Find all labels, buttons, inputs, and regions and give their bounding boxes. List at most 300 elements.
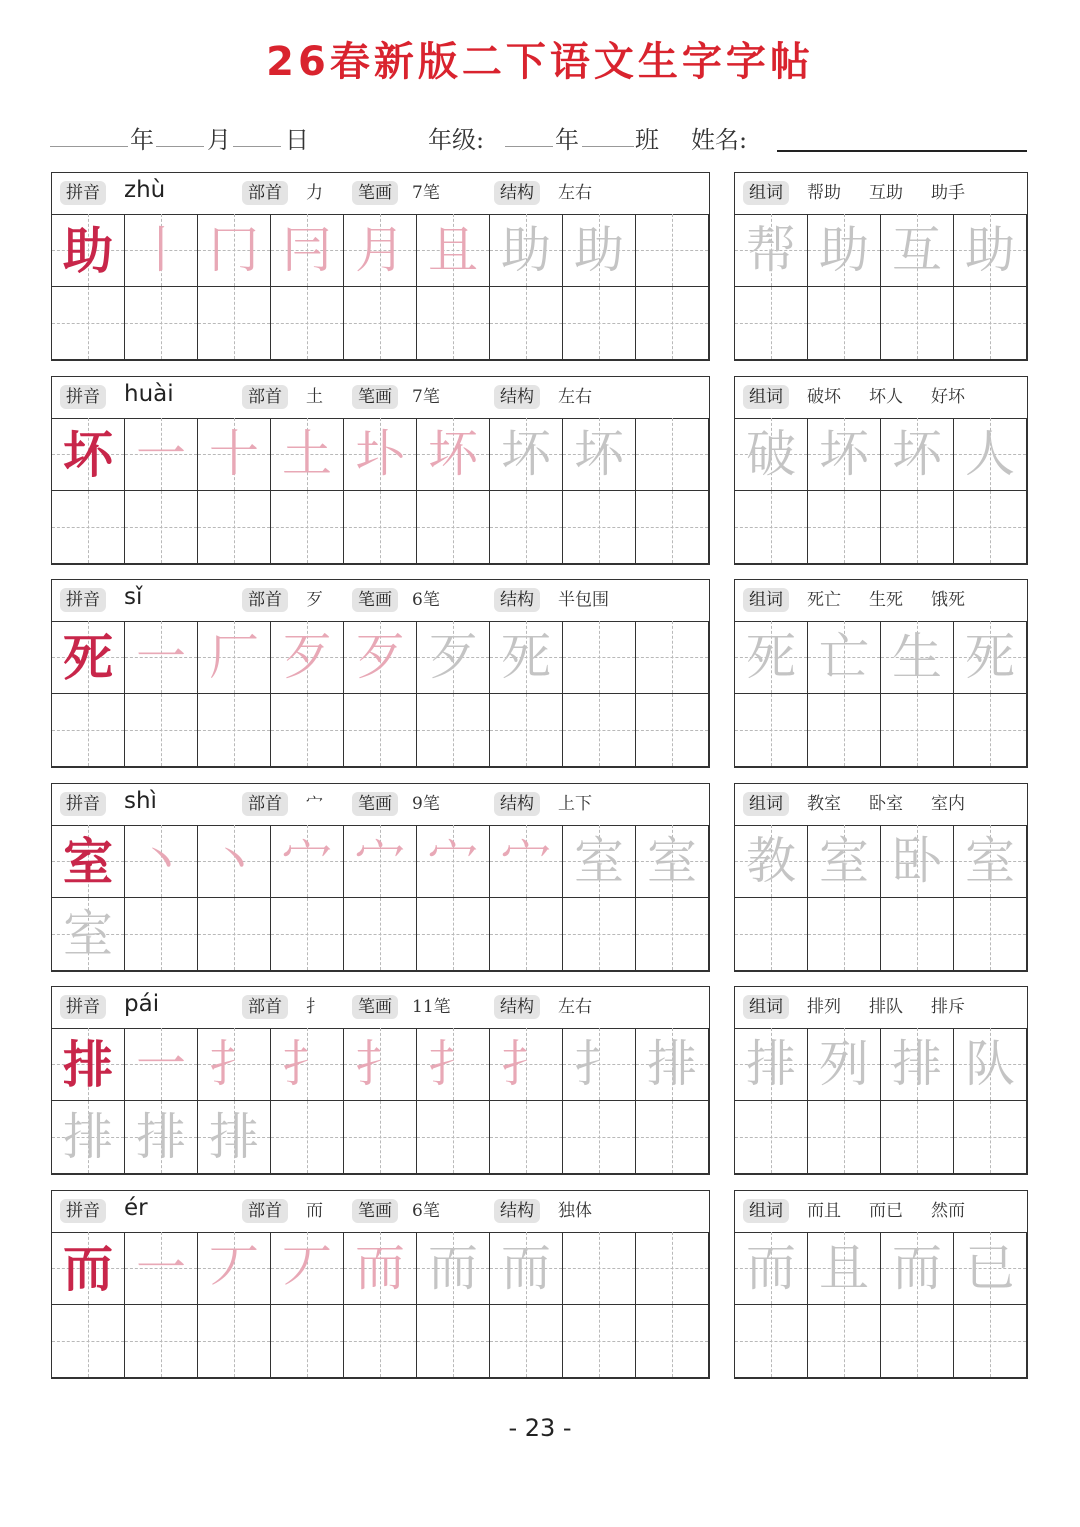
word-item: 然而: [931, 1201, 965, 1221]
day-blank[interactable]: [233, 146, 281, 147]
writing-cell[interactable]: [636, 418, 709, 491]
trace-character: 列: [819, 1035, 869, 1093]
character-block: [51, 986, 710, 1175]
writing-cell[interactable]: [490, 898, 563, 971]
word-cell[interactable]: [808, 621, 881, 694]
writing-cell[interactable]: [344, 287, 417, 360]
word-item: 而已: [869, 1201, 903, 1221]
trace-character: 教: [746, 832, 796, 890]
writing-cell[interactable]: [198, 491, 271, 564]
radical-tag: 部首: [242, 995, 288, 1019]
writing-cell[interactable]: [344, 491, 417, 564]
grade-label: 年级:: [428, 126, 485, 154]
writing-cell[interactable]: [417, 898, 490, 971]
writing-cell[interactable]: [490, 621, 563, 694]
grid-guide-horizontal: [344, 527, 416, 528]
writing-cell[interactable]: [490, 1028, 563, 1101]
grid-guide-horizontal: [636, 1341, 708, 1342]
word-cell[interactable]: [954, 418, 1027, 491]
structure-tag: 结构: [494, 995, 540, 1019]
pinyin-value: shì: [124, 788, 157, 814]
writing-cell[interactable]: [52, 214, 125, 287]
writing-cell[interactable]: [417, 214, 490, 287]
structure-tag: 结构: [494, 181, 540, 205]
word-cell[interactable]: [954, 287, 1027, 360]
writing-cell[interactable]: [125, 418, 198, 491]
writing-cell[interactable]: [271, 1305, 344, 1378]
writing-cell[interactable]: [636, 214, 709, 287]
date-name-line: [50, 118, 1030, 154]
writing-cell[interactable]: [417, 287, 490, 360]
month-blank[interactable]: [156, 146, 204, 147]
trace-character: 室: [965, 832, 1015, 890]
writing-cell[interactable]: [52, 898, 125, 971]
trace-character: 而: [428, 1239, 478, 1297]
writing-cell[interactable]: [271, 1101, 344, 1174]
trace-character: 已: [965, 1239, 1015, 1297]
writing-cell[interactable]: [636, 1232, 709, 1305]
word-cell[interactable]: [954, 491, 1027, 564]
name-label: 姓名:: [691, 126, 748, 154]
writing-cell[interactable]: [636, 1305, 709, 1378]
writing-cell[interactable]: [344, 418, 417, 491]
radical-value: 宀: [306, 794, 323, 814]
word-cell[interactable]: [735, 1101, 808, 1174]
word-cell[interactable]: [954, 214, 1027, 287]
writing-cell[interactable]: [271, 214, 344, 287]
word-cell[interactable]: [881, 418, 954, 491]
year-blank[interactable]: [50, 146, 128, 147]
word-cell[interactable]: [735, 214, 808, 287]
grid-guide-horizontal: [271, 934, 343, 935]
writing-cell[interactable]: [198, 214, 271, 287]
grid-guide-horizontal: [954, 527, 1026, 528]
writing-cell[interactable]: [125, 491, 198, 564]
word-cell[interactable]: [881, 694, 954, 767]
word-cell[interactable]: [954, 1232, 1027, 1305]
writing-cell[interactable]: [125, 825, 198, 898]
class-blank[interactable]: [582, 146, 634, 147]
trace-character: 排: [892, 1035, 942, 1093]
writing-cell[interactable]: [344, 1305, 417, 1378]
writing-cell[interactable]: [636, 621, 709, 694]
trace-character: 互: [892, 221, 942, 279]
writing-cell[interactable]: [563, 621, 636, 694]
writing-cell[interactable]: [563, 418, 636, 491]
word-cell[interactable]: [954, 621, 1027, 694]
character-block: [51, 1190, 710, 1379]
word-cell[interactable]: [808, 287, 881, 360]
word-item: 卧室: [869, 794, 903, 814]
word-cell[interactable]: [808, 214, 881, 287]
word-cell[interactable]: [881, 621, 954, 694]
grid-guide-horizontal: [808, 730, 880, 731]
writing-cell[interactable]: [271, 418, 344, 491]
word-cell[interactable]: [881, 898, 954, 971]
grid-guide-horizontal: [563, 657, 635, 658]
words-tag: 组词: [743, 181, 789, 205]
writing-cell[interactable]: [125, 287, 198, 360]
word-cell[interactable]: [735, 1232, 808, 1305]
grid-guide-horizontal: [735, 1341, 807, 1342]
writing-cell[interactable]: [271, 694, 344, 767]
writing-cell[interactable]: [198, 1101, 271, 1174]
stroke-order-character: 而: [355, 1239, 405, 1297]
writing-cell[interactable]: [198, 287, 271, 360]
word-cell[interactable]: [808, 1232, 881, 1305]
word-cell[interactable]: [881, 1232, 954, 1305]
day-label: 日: [285, 126, 309, 154]
writing-cell[interactable]: [271, 1232, 344, 1305]
radical-tag: 部首: [242, 792, 288, 816]
page-title: 26春新版二下语文生字字帖: [266, 39, 814, 85]
writing-cell[interactable]: [417, 1101, 490, 1174]
word-cell[interactable]: [808, 1028, 881, 1101]
grid-guide-horizontal: [490, 527, 562, 528]
word-cell[interactable]: [954, 1028, 1027, 1101]
trace-character: 坏: [501, 425, 551, 483]
writing-cell[interactable]: [344, 1232, 417, 1305]
word-cell[interactable]: [735, 287, 808, 360]
trace-character: 坏: [819, 425, 869, 483]
trace-character: 坏: [574, 425, 624, 483]
stroke-order-character: 扌: [428, 1035, 478, 1093]
pinyin-value: sǐ: [124, 584, 143, 610]
word-cell[interactable]: [808, 1101, 881, 1174]
writing-cell[interactable]: [271, 898, 344, 971]
writing-cell[interactable]: [52, 694, 125, 767]
words-tag: 组词: [743, 995, 789, 1019]
grid-guide-horizontal: [881, 730, 953, 731]
word-cell[interactable]: [808, 898, 881, 971]
writing-cell[interactable]: [198, 694, 271, 767]
word-cell[interactable]: [808, 418, 881, 491]
writing-cell[interactable]: [563, 491, 636, 564]
writing-cell[interactable]: [563, 1028, 636, 1101]
writing-cell[interactable]: [636, 694, 709, 767]
grid-guide-horizontal: [636, 250, 708, 251]
writing-cell[interactable]: [344, 898, 417, 971]
word-item: 好坏: [931, 387, 965, 407]
writing-cell[interactable]: [417, 1028, 490, 1101]
grid-guide-horizontal: [954, 1137, 1026, 1138]
writing-cell[interactable]: [52, 1305, 125, 1378]
writing-cell[interactable]: [417, 1305, 490, 1378]
writing-cell[interactable]: [52, 418, 125, 491]
word-cell[interactable]: [735, 491, 808, 564]
trace-character: 而: [892, 1239, 942, 1297]
strokes-tag: 笔画: [352, 385, 398, 409]
stroke-order-character: 宀: [428, 832, 478, 890]
word-cell[interactable]: [954, 825, 1027, 898]
writing-cell[interactable]: [344, 1028, 417, 1101]
writing-cell[interactable]: [490, 1305, 563, 1378]
word-cell[interactable]: [881, 1101, 954, 1174]
word-cell[interactable]: [954, 1101, 1027, 1174]
writing-cell[interactable]: [563, 1305, 636, 1378]
writing-cell[interactable]: [198, 1305, 271, 1378]
writing-cell[interactable]: [417, 621, 490, 694]
grid-guide-horizontal: [344, 323, 416, 324]
grid-guide-horizontal: [563, 1137, 635, 1138]
radical-tag: 部首: [242, 1199, 288, 1223]
radical-value: 土: [306, 387, 323, 407]
word-cell[interactable]: [735, 1028, 808, 1101]
writing-cell[interactable]: [198, 621, 271, 694]
stroke-order-character: 坏: [428, 425, 478, 483]
writing-cell[interactable]: [490, 1101, 563, 1174]
grid-guide-horizontal: [490, 323, 562, 324]
grid-guide-horizontal: [125, 323, 197, 324]
writing-cell[interactable]: [125, 1028, 198, 1101]
stroke-order-character: 丆: [282, 1239, 332, 1297]
writing-cell[interactable]: [52, 825, 125, 898]
word-cell[interactable]: [735, 694, 808, 767]
writing-cell[interactable]: [125, 1101, 198, 1174]
word-header: [735, 580, 1027, 622]
trace-character: 助: [574, 221, 624, 279]
grid-guide-horizontal: [490, 730, 562, 731]
writing-cell[interactable]: [490, 491, 563, 564]
writing-cell[interactable]: [563, 1232, 636, 1305]
stroke-order-character: 宀: [282, 832, 332, 890]
writing-cell[interactable]: [198, 898, 271, 971]
word-item: 破坏: [807, 387, 841, 407]
radical-tag: 部首: [242, 181, 288, 205]
radical-value: 力: [306, 183, 323, 203]
writing-cell[interactable]: [636, 1101, 709, 1174]
writing-cell[interactable]: [52, 1028, 125, 1101]
trace-character: 帮: [746, 221, 796, 279]
word-cell[interactable]: [735, 825, 808, 898]
trace-character: 而: [746, 1239, 796, 1297]
grade-blank[interactable]: [505, 146, 553, 147]
character-block: [51, 172, 710, 361]
word-cell[interactable]: [808, 1305, 881, 1378]
writing-cell[interactable]: [490, 214, 563, 287]
trace-character: 亡: [819, 628, 869, 686]
grid-guide-horizontal: [954, 323, 1026, 324]
grid-guide-horizontal: [881, 934, 953, 935]
pinyin-tag: 拼音: [60, 1199, 106, 1223]
word-cell[interactable]: [808, 491, 881, 564]
grid-guide-horizontal: [735, 527, 807, 528]
name-field[interactable]: [777, 150, 1027, 152]
model-character: 助: [63, 221, 113, 280]
writing-cell[interactable]: [344, 214, 417, 287]
word-item: 而且: [807, 1201, 841, 1221]
grid-guide-horizontal: [490, 934, 562, 935]
writing-cell[interactable]: [490, 418, 563, 491]
model-character: 排: [63, 1035, 113, 1094]
writing-cell[interactable]: [636, 491, 709, 564]
pinyin-tag: 拼音: [60, 181, 106, 205]
grade-year-label: 年: [555, 126, 579, 154]
writing-cell[interactable]: [417, 491, 490, 564]
writing-cell[interactable]: [125, 1232, 198, 1305]
writing-cell[interactable]: [417, 825, 490, 898]
grid-guide-horizontal: [198, 527, 270, 528]
writing-cell[interactable]: [563, 825, 636, 898]
word-block: [734, 376, 1028, 565]
grid-guide-horizontal: [636, 527, 708, 528]
writing-cell[interactable]: [125, 694, 198, 767]
stroke-order-character: 圤: [355, 425, 405, 483]
grid-guide-horizontal: [735, 1137, 807, 1138]
writing-cell[interactable]: [490, 1232, 563, 1305]
word-item: 排列: [807, 997, 841, 1017]
month-label: 月: [207, 126, 231, 154]
grid-guide-horizontal: [125, 527, 197, 528]
word-cell[interactable]: [881, 287, 954, 360]
writing-cell[interactable]: [198, 418, 271, 491]
character-block: [51, 579, 710, 768]
writing-cell[interactable]: [417, 1232, 490, 1305]
writing-cell[interactable]: [344, 694, 417, 767]
strokes-value: 6笔: [412, 590, 440, 610]
strokes-tag: 笔画: [352, 181, 398, 205]
writing-cell[interactable]: [52, 287, 125, 360]
writing-cell[interactable]: [417, 418, 490, 491]
stroke-order-character: 冂: [209, 221, 259, 279]
trace-character: 死: [965, 628, 1015, 686]
trace-character: 人: [965, 425, 1015, 483]
writing-cell[interactable]: [198, 825, 271, 898]
stroke-order-character: 扌: [355, 1035, 405, 1093]
writing-cell[interactable]: [490, 825, 563, 898]
structure-tag: 结构: [494, 792, 540, 816]
grid-guide-horizontal: [735, 730, 807, 731]
trace-character: 室: [819, 832, 869, 890]
trace-character: 且: [819, 1239, 869, 1297]
trace-character: 室: [63, 905, 113, 963]
grid-guide-horizontal: [563, 527, 635, 528]
writing-cell[interactable]: [636, 1028, 709, 1101]
structure-value: 左右: [558, 387, 592, 407]
stroke-order-character: 扌: [209, 1035, 259, 1093]
grid-guide-horizontal: [636, 1137, 708, 1138]
writing-cell[interactable]: [490, 694, 563, 767]
word-item: 教室: [807, 794, 841, 814]
word-header: [735, 173, 1027, 215]
word-cell[interactable]: [735, 1305, 808, 1378]
word-cell[interactable]: [735, 898, 808, 971]
pinyin-tag: 拼音: [60, 588, 106, 612]
writing-cell[interactable]: [125, 214, 198, 287]
word-cell[interactable]: [954, 694, 1027, 767]
grid-guide-horizontal: [52, 1341, 124, 1342]
pinyin-tag: 拼音: [60, 995, 106, 1019]
word-cell[interactable]: [735, 418, 808, 491]
writing-cell[interactable]: [563, 214, 636, 287]
grid-guide-horizontal: [808, 527, 880, 528]
stroke-order-character: 宀: [501, 832, 551, 890]
grid-guide-horizontal: [636, 1268, 708, 1269]
word-block: [734, 783, 1028, 972]
character-block: [51, 783, 710, 972]
writing-cell[interactable]: [125, 898, 198, 971]
word-cell[interactable]: [954, 1305, 1027, 1378]
writing-cell[interactable]: [52, 1101, 125, 1174]
character-info-header: [52, 987, 709, 1029]
trace-character: 排: [136, 1108, 186, 1166]
writing-cell[interactable]: [417, 694, 490, 767]
grid-guide-horizontal: [881, 1341, 953, 1342]
writing-cell[interactable]: [52, 1232, 125, 1305]
writing-cell[interactable]: [636, 287, 709, 360]
writing-cell[interactable]: [52, 491, 125, 564]
word-cell[interactable]: [735, 621, 808, 694]
writing-cell[interactable]: [636, 898, 709, 971]
grid-guide-horizontal: [417, 527, 489, 528]
stroke-order-character: 一: [136, 425, 186, 483]
model-character: 坏: [63, 425, 113, 484]
writing-cell[interactable]: [271, 287, 344, 360]
writing-cell[interactable]: [271, 1028, 344, 1101]
writing-cell[interactable]: [125, 1305, 198, 1378]
writing-cell[interactable]: [198, 1232, 271, 1305]
word-block: [734, 1190, 1028, 1379]
word-cell[interactable]: [881, 1028, 954, 1101]
trace-character: 排: [63, 1108, 113, 1166]
pinyin-value: pái: [124, 991, 160, 1017]
writing-cell[interactable]: [636, 825, 709, 898]
writing-cell[interactable]: [271, 825, 344, 898]
word-cell[interactable]: [954, 898, 1027, 971]
writing-cell[interactable]: [344, 825, 417, 898]
pinyin-value: ér: [124, 1195, 148, 1221]
strokes-tag: 笔画: [352, 995, 398, 1019]
grid-guide-horizontal: [417, 1341, 489, 1342]
word-cell[interactable]: [808, 694, 881, 767]
word-cell[interactable]: [881, 491, 954, 564]
grid-guide-horizontal: [636, 657, 708, 658]
grid-guide-horizontal: [417, 934, 489, 935]
writing-cell[interactable]: [490, 287, 563, 360]
stroke-order-character: 丶: [209, 832, 259, 890]
strokes-tag: 笔画: [352, 792, 398, 816]
radical-tag: 部首: [242, 588, 288, 612]
writing-cell[interactable]: [563, 694, 636, 767]
stroke-order-character: 歹: [355, 628, 405, 686]
structure-value: 上下: [558, 794, 592, 814]
stroke-order-character: 一: [136, 1239, 186, 1297]
trace-character: 排: [647, 1035, 697, 1093]
grid-guide-horizontal: [490, 1137, 562, 1138]
strokes-value: 9笔: [412, 794, 440, 814]
writing-cell[interactable]: [563, 287, 636, 360]
writing-cell[interactable]: [563, 1101, 636, 1174]
writing-cell[interactable]: [563, 898, 636, 971]
writing-cell[interactable]: [125, 621, 198, 694]
grid-guide-horizontal: [198, 934, 270, 935]
writing-cell[interactable]: [344, 621, 417, 694]
structure-value: 独体: [558, 1201, 592, 1221]
page-number: - 23 -: [508, 1414, 572, 1442]
word-cell[interactable]: [808, 825, 881, 898]
word-cell[interactable]: [881, 1305, 954, 1378]
trace-character: 助: [819, 221, 869, 279]
writing-cell[interactable]: [198, 1028, 271, 1101]
writing-cell[interactable]: [271, 491, 344, 564]
word-cell[interactable]: [881, 825, 954, 898]
writing-cell[interactable]: [344, 1101, 417, 1174]
word-header: [735, 987, 1027, 1029]
writing-cell[interactable]: [52, 621, 125, 694]
writing-cell[interactable]: [271, 621, 344, 694]
word-cell[interactable]: [881, 214, 954, 287]
character-block: [51, 376, 710, 565]
